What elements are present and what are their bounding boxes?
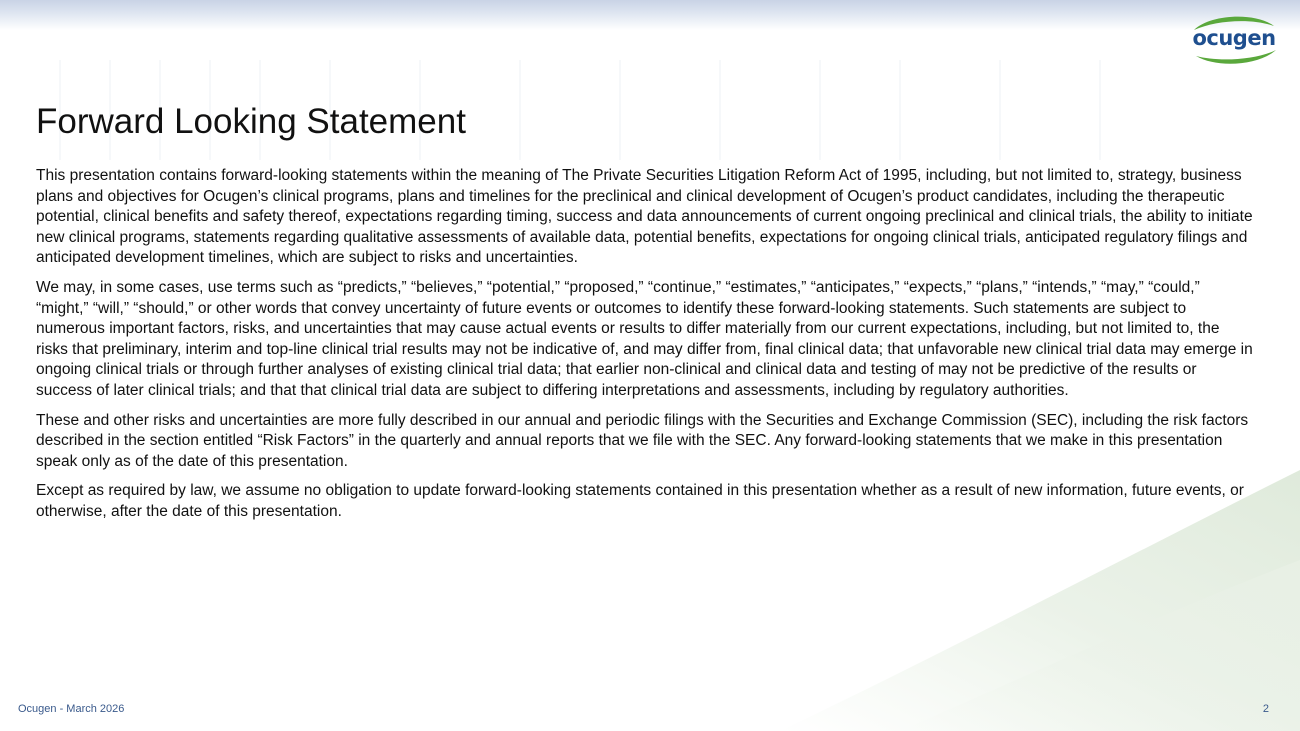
slide-title: Forward Looking Statement [36, 102, 466, 141]
statement-paragraph: We may, in some cases, use terms such as “predicts,” “believes,” “potential,” “proposed,” “continue,” “estimates,” “anticipates,” “expects,” “plans,” “intends,” “may,” “could,” “might,” “will,” “should,” or other words that convey uncertainty of future events or outcomes to identify these forward-looking statements. Such statements are subject to numerous important factors, risks, and uncertainties that may cause actual events or results to differ materially from our current expectations, including, but not limited to, the risks that preliminary, interim and top-line clinical trial results may not be indicative of, and may differ from, final clinical data; that unfavorable new clinical trial data may emerge in ongoing clinical trials or through further analyses of existing clinical trial data; that earlier non-clinical and clinical data and testing of may not be predictive of the results or success of later clinical trials; and that that clinical trial data are subject to differing interpretations and assessments, including by regulatory authorities. [36, 278, 1253, 399]
page-number: 2 [1262, 703, 1269, 715]
statement-body [36, 166, 1254, 532]
logo-wordmark: ocugen [1192, 26, 1276, 50]
statement-paragraph: These and other risks and uncertainties are more fully described in our annual and periodic filings with the Securities and Exchange Commission (SEC), including the risk factors described in the section entitled “Risk Factors” in the quarterly and annual reports that we file with the SEC. Any forward-looking statements that we make in this presentation speak only as of the date of this presentation. [36, 411, 1249, 470]
ocugen-logo [1186, 12, 1282, 68]
statement-paragraph: Except as required by law, we assume no obligation to update forward-looking statements contained in this presentation whether as a result of new information, future events, or otherwise, after the date of this presentation. [36, 482, 1244, 520]
statement-paragraph: This presentation contains forward-looking statements within the meaning of The Private Securities Litigation Reform Act of 1995, including, but not limited to, strategy, business plans and objectives for Ocugen’s clinical programs, plans and timelines for the preclinical and clinical development of Ocugen’s product candidates, including the therapeutic potential, clinical benefits and safety thereof, expectations regarding timing, success and data announcements of current ongoing preclinical and clinical trials, the ability to initiate new clinical programs, statements regarding qualitative assessments of available data, potential benefits, expectations for ongoing clinical trials, anticipated regulatory filings and anticipated development timelines, which are subject to risks and uncertainties. [36, 167, 1253, 267]
footer-company-date: Ocugen - March 2026 [18, 703, 125, 715]
